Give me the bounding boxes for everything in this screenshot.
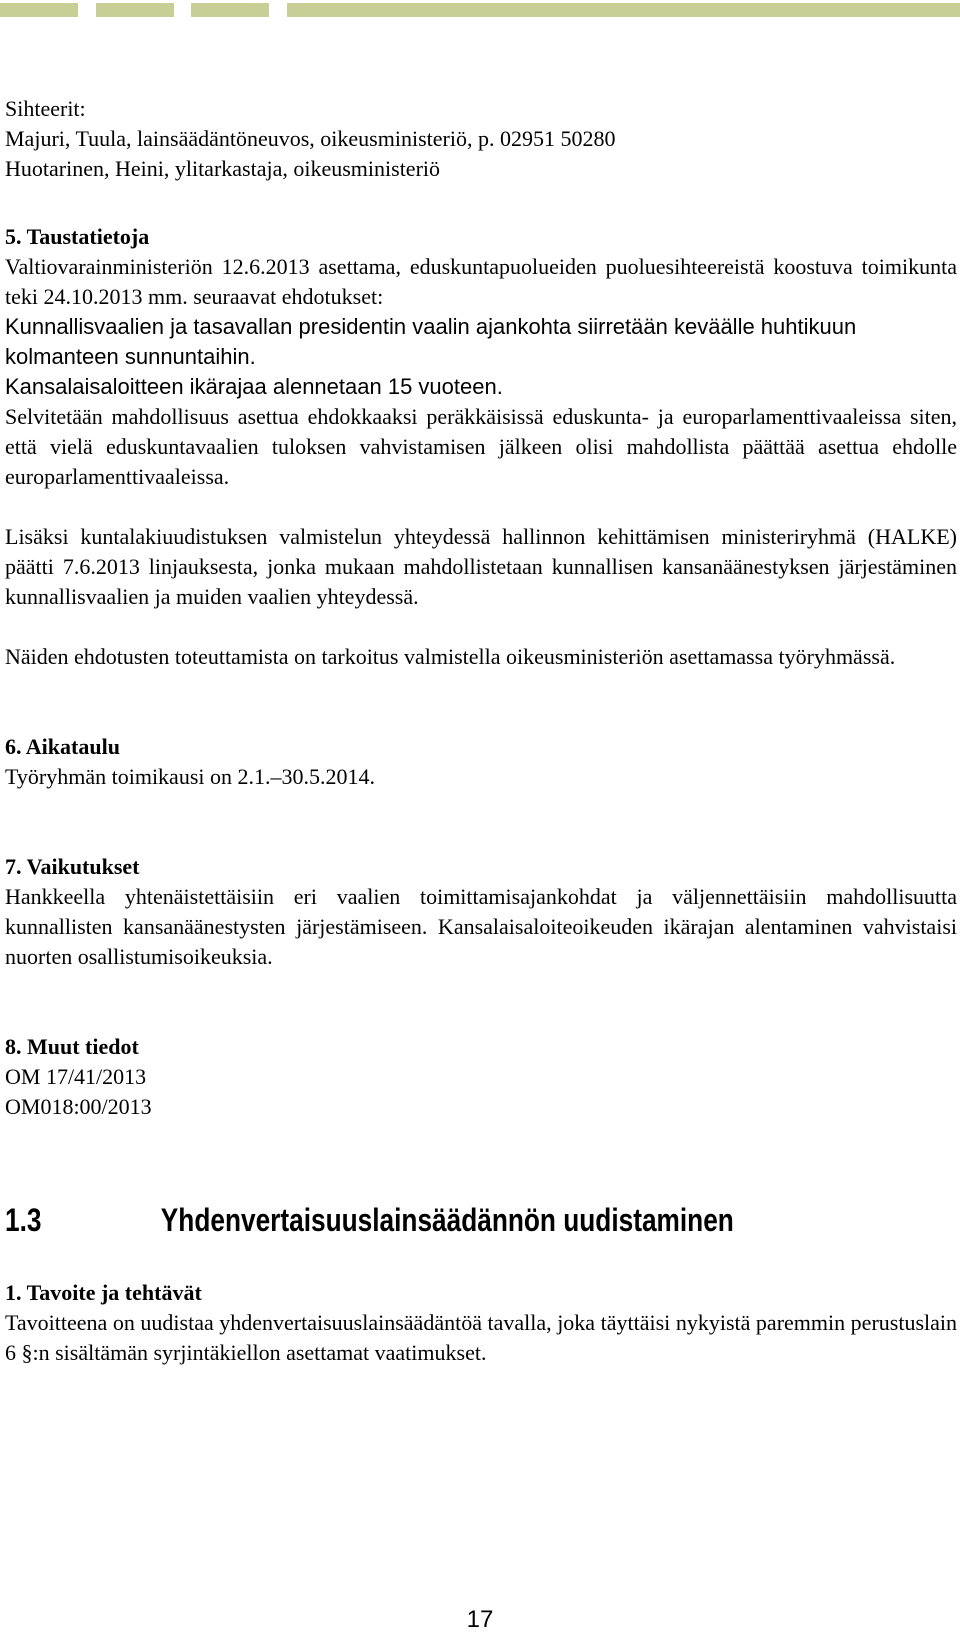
section-paragraph: Hankkeella yhtenäistettäisiin eri vaalien toimittamisajankohdat ja väljennettäisiin mahdollisuutta kunnallisten kansanäänestysten järjestämiseen. Kansalaisaloiteoikeuden ikärajan alentaminen vahvistaisi nuorten osallistumisoikeuksia. [5, 884, 957, 969]
section-heading: 8. Muut tiedot [5, 1034, 139, 1059]
section-paragraph: Valtiovarainministeriön 12.6.2013 asettama, eduskuntapuolueiden puoluesihteereistä koostuva toimikunta teki 24.10.2013 mm. seuraavat ehdotukset: [5, 254, 957, 309]
section-6 [5, 732, 957, 792]
reference-line: OM 17/41/2013 [5, 1064, 147, 1089]
header-bar-2 [96, 3, 174, 17]
page-number: 17 [466, 1606, 494, 1633]
secretaries-label: Sihteerit: [5, 96, 86, 121]
header-decoration [0, 3, 960, 17]
section-8 [5, 1032, 957, 1122]
section-paragraph: Työryhmän toimikausi on 2.1.–30.5.2014. [5, 764, 375, 789]
section-7 [5, 852, 957, 972]
secretary-line: Huotarinen, Heini, ylitarkastaja, oikeusministeriö [5, 156, 441, 181]
proposal-item: Selvitetään mahdollisuus asettua ehdokkaaksi peräkkäisissä eduskunta- ja europarlamenttivaaleissa siten, että vielä eduskuntavaalien tuloksen vahvistamisen jälkeen olisi mahdollista päättää asettua ehdolle europarlamenttivaaleissa. [5, 404, 957, 489]
section-heading: 7. Vaikutukset [5, 854, 140, 879]
section-paragraph: Lisäksi kuntalakiuudistuksen valmistelun yhteydessä hallinnon kehittämisen ministeriryhmä (HALKE) päätti 7.6.2013 linjauksesta, jonka mukaan mahdollistetaan kunnallisen kansanäänestyksen järjestäminen kunnallisvaalien ja muiden vaalien yhteydessä. [5, 524, 957, 609]
chapter-heading [5, 1200, 786, 1240]
proposal-item: Kansalaisaloitteen ikärajaa alennetaan 15 vuoteen. [5, 374, 503, 399]
section-heading: 1. Tavoite ja tehtävät [5, 1280, 202, 1305]
section-paragraph: Tavoitteena on uudistaa yhdenvertaisuuslainsäädäntöä tavalla, joka täyttäisi nykyistä paremmin perustuslain 6 §:n sisältämän syrjintäkiellon asettamat vaatimukset. [5, 1310, 957, 1365]
header-bar-1 [0, 3, 78, 17]
section-5 [5, 222, 957, 672]
section-heading: 5. Taustatietoja [5, 224, 150, 249]
document-body [5, 94, 957, 1368]
secretary-line: Majuri, Tuula, lainsäädäntöneuvos, oikeusministeriö, p. 02951 50280 [5, 126, 616, 151]
section-1 [5, 1278, 957, 1368]
proposal-item: Kunnallisvaalien ja tasavallan presidentin vaalin ajankohta siirretään keväälle huhtikuun kolmanteen sunnuntaihin. [5, 314, 857, 369]
section-heading: 6. Aikataulu [5, 734, 120, 759]
chapter-title: Yhdenvertaisuuslainsäädännön uudistaminen [160, 1202, 734, 1238]
header-bar-3 [191, 3, 269, 17]
reference-line: OM018:00/2013 [5, 1094, 152, 1119]
section-paragraph: Näiden ehdotusten toteuttamista on tarkoitus valmistella oikeusministeriön asettamassa työryhmässä. [5, 644, 896, 669]
header-bar-4 [287, 3, 960, 17]
chapter-number: 1.3 [5, 1202, 42, 1238]
secretaries-block [5, 94, 957, 184]
